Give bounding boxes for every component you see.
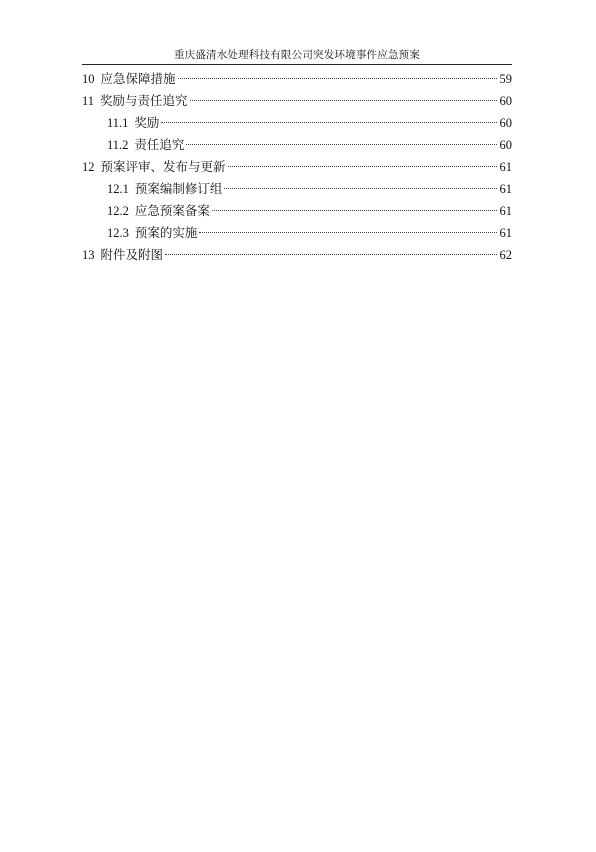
toc-entry-title: 责任追究 — [134, 138, 185, 152]
dot-leader — [165, 254, 496, 255]
toc-entry-number: 11.2 — [107, 138, 129, 152]
header-divider — [82, 64, 512, 65]
toc-entry-11-1[interactable] — [82, 112, 512, 134]
toc-entry-page: 61 — [499, 160, 512, 174]
toc-entry-page: 60 — [499, 94, 512, 108]
toc-entry-title: 奖励 — [134, 116, 160, 130]
toc-entry-number: 12 — [82, 160, 95, 174]
toc-entry-page: 60 — [499, 138, 512, 152]
page-header: 重庆盛清水处理科技有限公司突发环境事件应急预案 — [173, 50, 421, 61]
toc-entry-title: 附件及附图 — [100, 248, 164, 262]
toc-entry-title: 预案编制修订组 — [134, 182, 223, 196]
toc-entry-page: 61 — [499, 226, 512, 240]
toc-entry-number: 13 — [82, 248, 95, 262]
dot-leader — [186, 144, 496, 145]
dot-leader — [178, 78, 497, 79]
toc-entry-number: 12.1 — [107, 182, 129, 196]
toc-entry-title: 应急保障措施 — [100, 72, 176, 86]
toc-entry-title: 预案评审、发布与更新 — [100, 160, 226, 174]
dot-leader — [199, 232, 496, 233]
toc-entry-12-2[interactable] — [82, 200, 512, 222]
toc-entry-number: 12.3 — [107, 226, 129, 240]
toc-entry-13[interactable] — [82, 244, 512, 266]
toc-entry-12[interactable] — [82, 156, 512, 178]
toc-entry-number: 11.1 — [107, 116, 129, 130]
toc-entry-number: 12.2 — [107, 204, 129, 218]
toc-entry-page: 62 — [499, 248, 512, 262]
toc-entry-title: 应急预案备案 — [134, 204, 210, 218]
toc-entry-page: 61 — [499, 204, 512, 218]
toc-entry-title: 奖励与责任追究 — [100, 94, 188, 108]
toc-entry-10[interactable] — [82, 68, 512, 90]
dot-leader — [224, 188, 496, 189]
toc-entry-page: 61 — [499, 182, 512, 196]
toc-entry-number: 10 — [82, 72, 95, 86]
toc-entry-12-1[interactable] — [82, 178, 512, 200]
toc-entry-11-2[interactable] — [82, 134, 512, 156]
toc-entry-12-3[interactable] — [82, 222, 512, 244]
toc-entry-page: 60 — [499, 116, 512, 130]
toc-entry-page: 59 — [499, 72, 512, 86]
table-of-contents — [82, 68, 512, 266]
toc-entry-number: 11 — [82, 94, 95, 108]
toc-entry-11[interactable] — [82, 90, 512, 112]
toc-entry-title: 预案的实施 — [134, 226, 198, 240]
dot-leader — [212, 210, 497, 211]
dot-leader — [190, 100, 497, 101]
dot-leader — [161, 122, 496, 123]
dot-leader — [228, 166, 497, 167]
